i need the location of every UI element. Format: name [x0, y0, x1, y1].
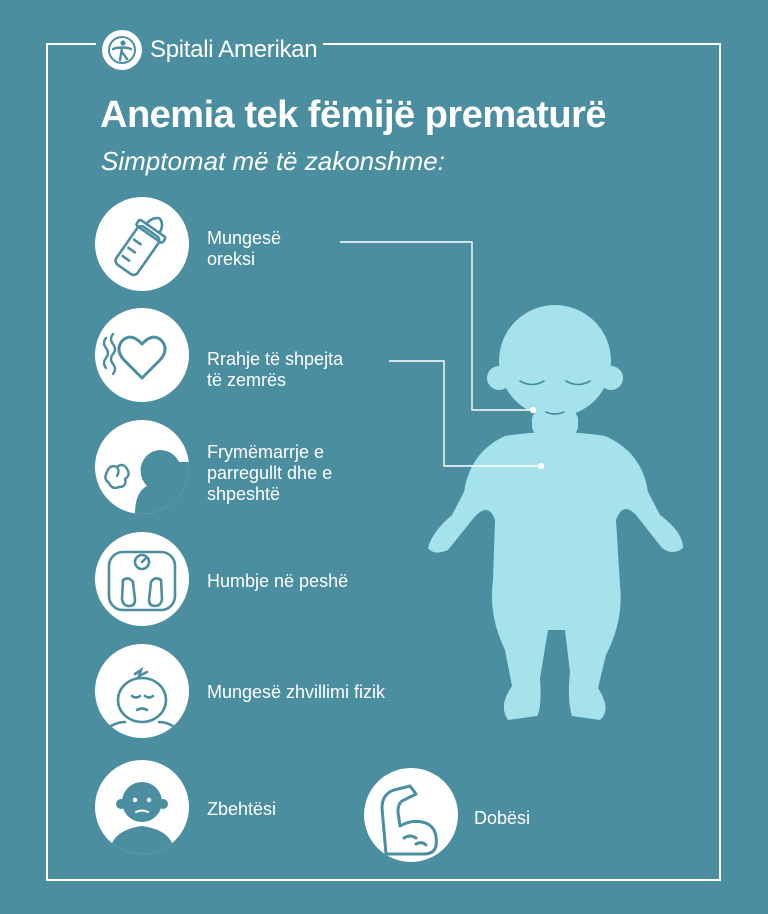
page-title: Anemia tek fëmijë prematurë — [100, 94, 607, 136]
symptom-label-5: Mungesë zhvillimi fizik — [207, 682, 386, 702]
symptom-label-4: Humbje në peshë — [207, 571, 349, 591]
symptom-label-6: Zbehtësi — [207, 799, 277, 819]
symptom-label-1: Mungesë oreksi — [207, 228, 282, 269]
symptom-icon-3 — [95, 420, 189, 514]
weight-scale-icon — [95, 532, 189, 626]
page-subtitle: Simptomat më të zakonshme: — [101, 146, 445, 176]
symptom-icon-7 — [364, 768, 458, 862]
pale-face-icon — [95, 760, 189, 854]
symptom-icon-1 — [95, 197, 189, 291]
symptom-label-3: Frymëmarrje e parregullt dhe e shpeshtë — [207, 442, 333, 504]
weak-arm-icon — [364, 768, 458, 862]
baby-face-icon — [95, 644, 189, 738]
breathing-icon — [95, 420, 189, 514]
symptom-label-2: Rrahje të shpejta të zemrës — [207, 349, 344, 390]
symptom-icon-6 — [95, 760, 189, 854]
symptom-icon-2 — [95, 308, 189, 402]
symptom-icon-4 — [95, 532, 189, 626]
symptom-icon-5 — [95, 644, 189, 738]
baby-bottle-icon — [95, 197, 189, 291]
heartbeat-icon — [95, 308, 189, 402]
symptom-label-7: Dobësi — [474, 808, 531, 828]
brand-name: Spitali Amerikan — [150, 36, 318, 63]
